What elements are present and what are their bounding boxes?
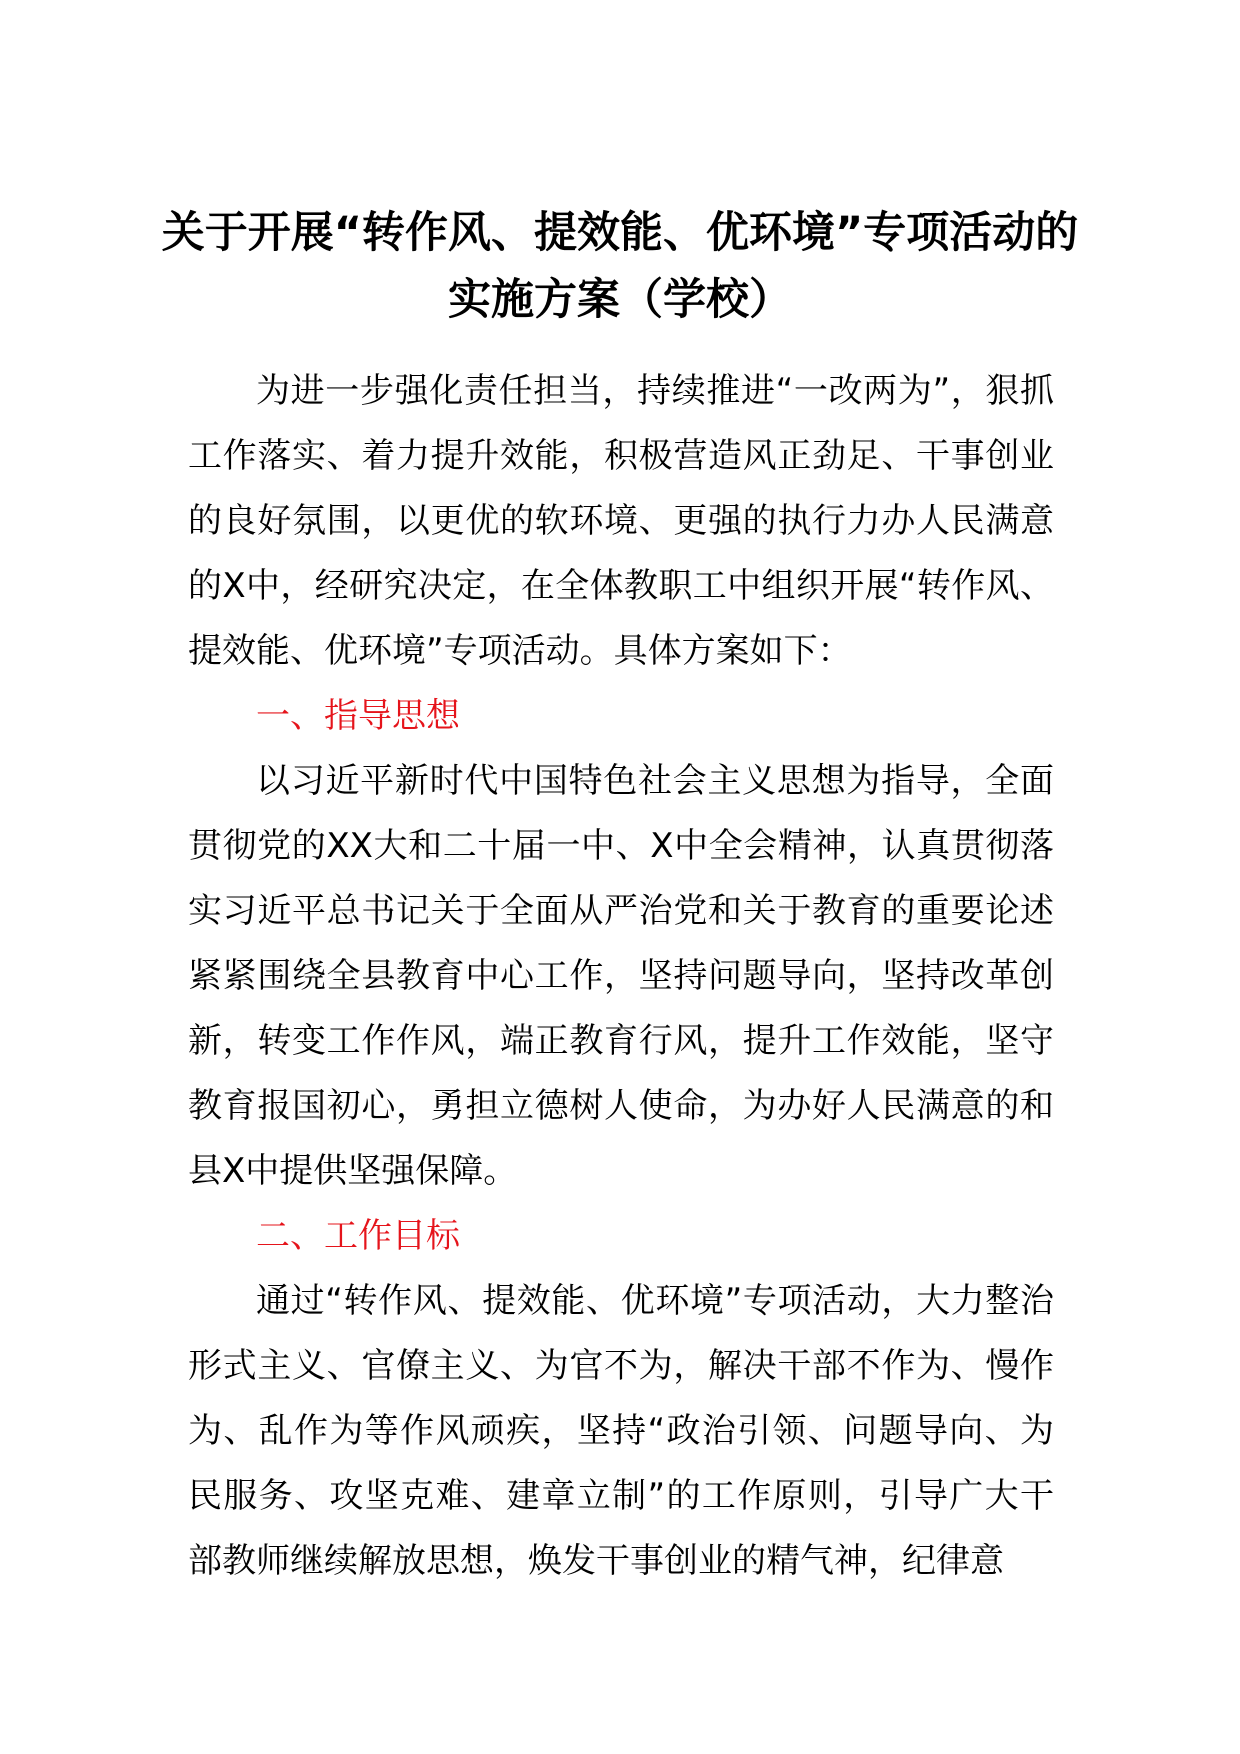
work-goals-paragraph: 通过“转作风、提效能、优环境”专项活动，大力整治形式主义、官僚主义、为官不为，解决干部不作为、慢作为、乱作为等作风顽疾，坚持“政治引领、问题导向、为民服务、攻坚克难、建章立制”的工作原则，引导广大干部教师继续解放思想，焕发干事创业的精气神，纪律意 <box>188 1281 1054 1581</box>
document-title: 关于开展“转作风、提效能、优环境”专项活动的实施方案（学校） <box>161 208 1079 325</box>
document-body <box>188 359 1054 1594</box>
section-heading-guiding-ideology: 一、指导思想 <box>256 696 460 736</box>
intro-paragraph: 为进一步强化责任担当，持续推进“一改两为”，狠抓工作落实、着力提升效能，积极营造风正劲足、干事创业的良好氛围，以更优的软环境、更强的执行力办人民满意的X中，经研究决定，在全体教职工中组织开展“转作风、提效能、优环境”专项活动。具体方案如下： <box>188 371 1054 671</box>
guiding-ideology-paragraph: 以习近平新时代中国特色社会主义思想为指导，全面贯彻党的XX大和二十届一中、X中全会精神，认真贯彻落实习近平总书记关于全面从严治党和关于教育的重要论述紧紧围绕全县教育中心工作，坚持问题导向，坚持改革创新，转变工作作风，端正教育行风，提升工作效能，坚守教育报国初心，勇担立德树人使命，为办好人民满意的和县X中提供坚强保障。 <box>188 761 1054 1191</box>
section-heading-work-goals: 二、工作目标 <box>256 1216 460 1256</box>
